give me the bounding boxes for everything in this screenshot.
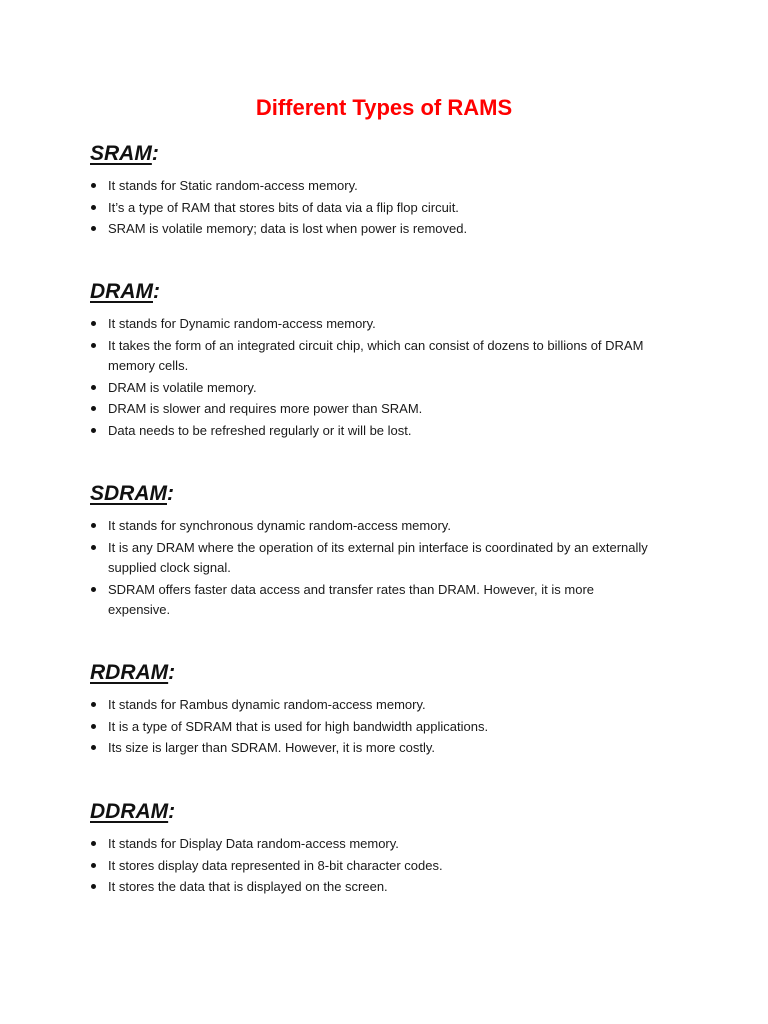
list-item-text: It’s a type of RAM that stores bits of data via a flip flop circuit. xyxy=(108,199,459,215)
bullet-icon xyxy=(91,702,96,707)
bullet-icon xyxy=(91,205,96,210)
list-item-text: It stands for Static random-access memory. xyxy=(108,178,358,193)
document-title: Different Types of RAMS xyxy=(255,95,513,120)
list-item xyxy=(90,198,650,219)
bullet-list xyxy=(90,176,650,240)
list-item-text: It is a type of SDRAM that is used for high bandwidth applications. xyxy=(108,718,489,734)
bullet-icon xyxy=(91,587,96,592)
list-item-text: It takes the form of an integrated circuit chip, which can consist of dozens to billions of DRAM memory cells. xyxy=(108,337,644,373)
list-item xyxy=(90,695,650,716)
list-item-text: It is any DRAM where the operation of its external pin interface is coordinated by an externally supplied clock signal. xyxy=(108,539,648,575)
section-heading-text: RDRAM xyxy=(90,661,169,684)
section-heading-colon: : xyxy=(153,280,160,303)
bullet-icon xyxy=(91,406,96,411)
list-item-text: DRAM is slower and requires more power than SRAM. xyxy=(108,401,423,416)
list-item xyxy=(90,580,650,621)
bullet-icon xyxy=(91,841,96,846)
list-item-text: It stands for Display Data random-access memory. xyxy=(108,836,399,851)
bullet-icon xyxy=(91,724,96,729)
section-heading xyxy=(90,798,650,826)
section-ddram xyxy=(90,798,650,899)
list-item xyxy=(90,176,650,197)
bullet-icon xyxy=(91,523,96,528)
section-sram xyxy=(90,140,650,241)
section-sdram xyxy=(90,480,650,622)
bullet-list xyxy=(90,695,650,759)
section-heading xyxy=(90,140,650,168)
bullet-icon xyxy=(91,428,96,433)
list-item-text: Its size is larger than SDRAM. However, it is more costly. xyxy=(108,740,436,755)
section-heading-text: SDRAM xyxy=(90,482,167,505)
bullet-icon xyxy=(91,745,96,750)
section-rdram xyxy=(90,659,650,760)
bullet-list xyxy=(90,516,650,621)
section-heading-colon: : xyxy=(168,800,176,823)
list-item xyxy=(90,877,650,898)
section-heading-text: DRAM xyxy=(90,280,153,303)
section-heading xyxy=(90,278,650,306)
list-item xyxy=(90,516,650,537)
list-item-text: It stores the data that is displayed on the screen. xyxy=(108,879,388,894)
list-item xyxy=(90,219,650,240)
bullet-icon xyxy=(91,321,96,326)
list-item xyxy=(90,399,650,420)
list-item xyxy=(90,738,650,759)
list-item xyxy=(90,834,650,855)
list-item-text: It stands for synchronous dynamic random-access memory. xyxy=(108,518,451,533)
list-item xyxy=(90,538,650,579)
list-item-text: DRAM is volatile memory. xyxy=(108,379,257,395)
section-heading xyxy=(90,659,650,687)
section-dram xyxy=(90,278,650,442)
list-item xyxy=(90,378,650,399)
section-heading xyxy=(90,480,650,508)
section-heading-colon: : xyxy=(151,142,159,165)
list-item xyxy=(90,336,650,377)
bullet-icon xyxy=(91,343,96,348)
bullet-list xyxy=(90,314,650,441)
list-item xyxy=(90,314,650,335)
list-item xyxy=(90,421,650,442)
list-item-text: It stores display data represented in 8-bit character codes. xyxy=(108,857,443,873)
bullet-icon xyxy=(91,545,96,550)
list-item xyxy=(90,717,650,738)
section-heading-colon: : xyxy=(168,661,176,684)
bullet-icon xyxy=(91,183,96,188)
bullet-icon xyxy=(91,884,96,889)
section-heading-colon: : xyxy=(167,482,174,505)
section-heading-text: SRAM xyxy=(90,142,152,165)
list-item-text: Data needs to be refreshed regularly or it will be lost. xyxy=(108,422,412,438)
list-item-text: It stands for Dynamic random-access memory. xyxy=(108,316,376,331)
bullet-icon xyxy=(91,226,96,231)
bullet-icon xyxy=(91,863,96,868)
list-item-text: SDRAM offers faster data access and transfer rates than DRAM. However, it is more expensive. xyxy=(108,581,595,617)
bullet-list xyxy=(90,834,650,898)
list-item-text: SRAM is volatile memory; data is lost when power is removed. xyxy=(108,221,468,236)
list-item-text: It stands for Rambus dynamic random-access memory. xyxy=(108,697,426,712)
bullet-icon xyxy=(91,385,96,390)
list-item xyxy=(90,856,650,877)
section-heading-text: DDRAM xyxy=(90,800,169,823)
